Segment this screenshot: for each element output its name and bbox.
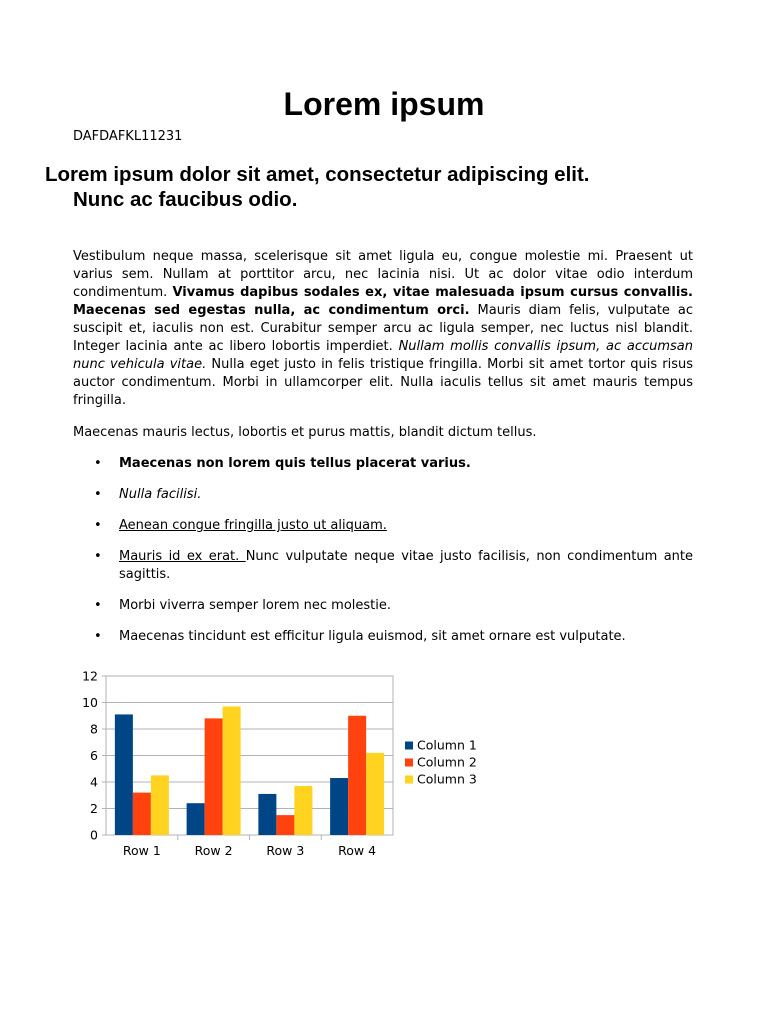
list-item — [73, 548, 693, 584]
list-item — [73, 628, 693, 646]
legend-label: Column 2 — [417, 754, 477, 770]
paragraph-run: Nulla eget justo in felis tristique fringilla. Morbi sit amet tortor quis risus auctor condimentum. Morbi in ullamcorper elit. Nulla iaculis tellus sit amet mauris tempus fringilla. — [73, 357, 694, 408]
y-tick-label: 8 — [90, 721, 98, 737]
x-tick-label: Row 3 — [266, 843, 305, 858]
bar — [151, 775, 169, 835]
document-id: DAFDAFKL11231 — [73, 129, 183, 144]
list-item — [73, 455, 693, 473]
x-tick-label: Row 1 — [122, 843, 161, 858]
list-item — [73, 517, 693, 535]
bullet-icon: • — [94, 598, 102, 613]
paragraph-bold-run: Vivamus dapibus sodales ex, vitae malesuada ipsum cursus convallis. Maecenas sed egestas nulla, ac condimentum orci. — [73, 285, 693, 318]
paragraph-run: Mauris diam felis, vulputate ac suscipit et, iaculis non est. Curabitur semper arcu ac ligula semper, nec luctus nisl blandit. Integer lacinia ante ac libero lobortis imperdiet. — [73, 303, 693, 354]
bar — [276, 815, 294, 835]
legend-swatch — [405, 742, 413, 750]
section-heading — [45, 162, 705, 212]
list-item-text: Maecenas non lorem quis tellus placerat varius. — [119, 456, 471, 471]
bullet-icon: • — [94, 518, 102, 533]
bar — [366, 753, 384, 835]
y-tick-label: 10 — [82, 695, 98, 710]
bar — [133, 793, 151, 835]
bar — [115, 714, 133, 835]
list-item-text: Aenean congue fringilla justo ut aliquam. — [119, 518, 387, 533]
legend-label: Column 1 — [417, 737, 477, 753]
bar — [187, 803, 205, 835]
list-item-text: Nulla facilisi. — [119, 487, 202, 502]
bullet-icon: • — [94, 487, 102, 502]
bar — [223, 706, 241, 835]
bar — [205, 718, 223, 835]
paragraph-italic-run: Nullam mollis convallis ipsum, ac accumsan nunc vehicula vitae. — [73, 339, 694, 372]
bar — [330, 778, 348, 835]
y-tick-label: 2 — [90, 801, 98, 816]
list-item-text: Maecenas tincidunt est efficitur ligula euismod, sit amet ornare est vulputate. — [119, 629, 626, 644]
y-tick-label: 0 — [90, 827, 98, 843]
bullet-icon: • — [94, 629, 102, 644]
y-tick-label: 6 — [90, 748, 98, 763]
legend-swatch — [405, 776, 413, 784]
heading-line-1: Lorem ipsum dolor sit amet, consectetur adipiscing elit. — [45, 163, 590, 186]
list-item — [73, 597, 693, 615]
bar — [294, 786, 312, 835]
body-paragraph-1 — [73, 248, 693, 410]
list-item — [73, 486, 693, 504]
bullet-icon: • — [94, 549, 102, 564]
legend-label: Column 3 — [417, 771, 477, 787]
list-item-text: Morbi viverra semper lorem nec molestie. — [119, 598, 392, 613]
bullet-list — [73, 455, 693, 659]
heading-line-2: Nunc ac faucibus odio. — [73, 188, 298, 211]
body-paragraph-2: Maecenas mauris lectus, lobortis et purus mattis, blandit dictum tellus. — [73, 425, 537, 440]
y-tick-label: 4 — [90, 774, 98, 790]
document-title: Lorem ipsum — [283, 86, 485, 122]
list-item-text: Nunc vulputate neque vitae justo facilisis, non condimentum ante sagittis. — [119, 549, 693, 582]
list-item-underlined-text: Mauris id ex erat. — [119, 549, 246, 564]
bullet-icon: • — [94, 456, 102, 471]
bar — [348, 716, 366, 835]
x-tick-label: Row 2 — [194, 843, 233, 858]
bar — [258, 794, 276, 835]
bar-chart — [60, 662, 490, 867]
paragraph-run: Vestibulum neque massa, scelerisque sit amet ligula eu, congue molestie mi. Praesent ut varius sem. Nullam at porttitor arcu, nec lacinia nisi. Ut ac dolor vitae odio interdum condimentum. — [73, 249, 693, 300]
x-tick-label: Row 4 — [338, 843, 377, 858]
legend-swatch — [405, 759, 413, 767]
y-tick-label: 12 — [82, 668, 98, 684]
